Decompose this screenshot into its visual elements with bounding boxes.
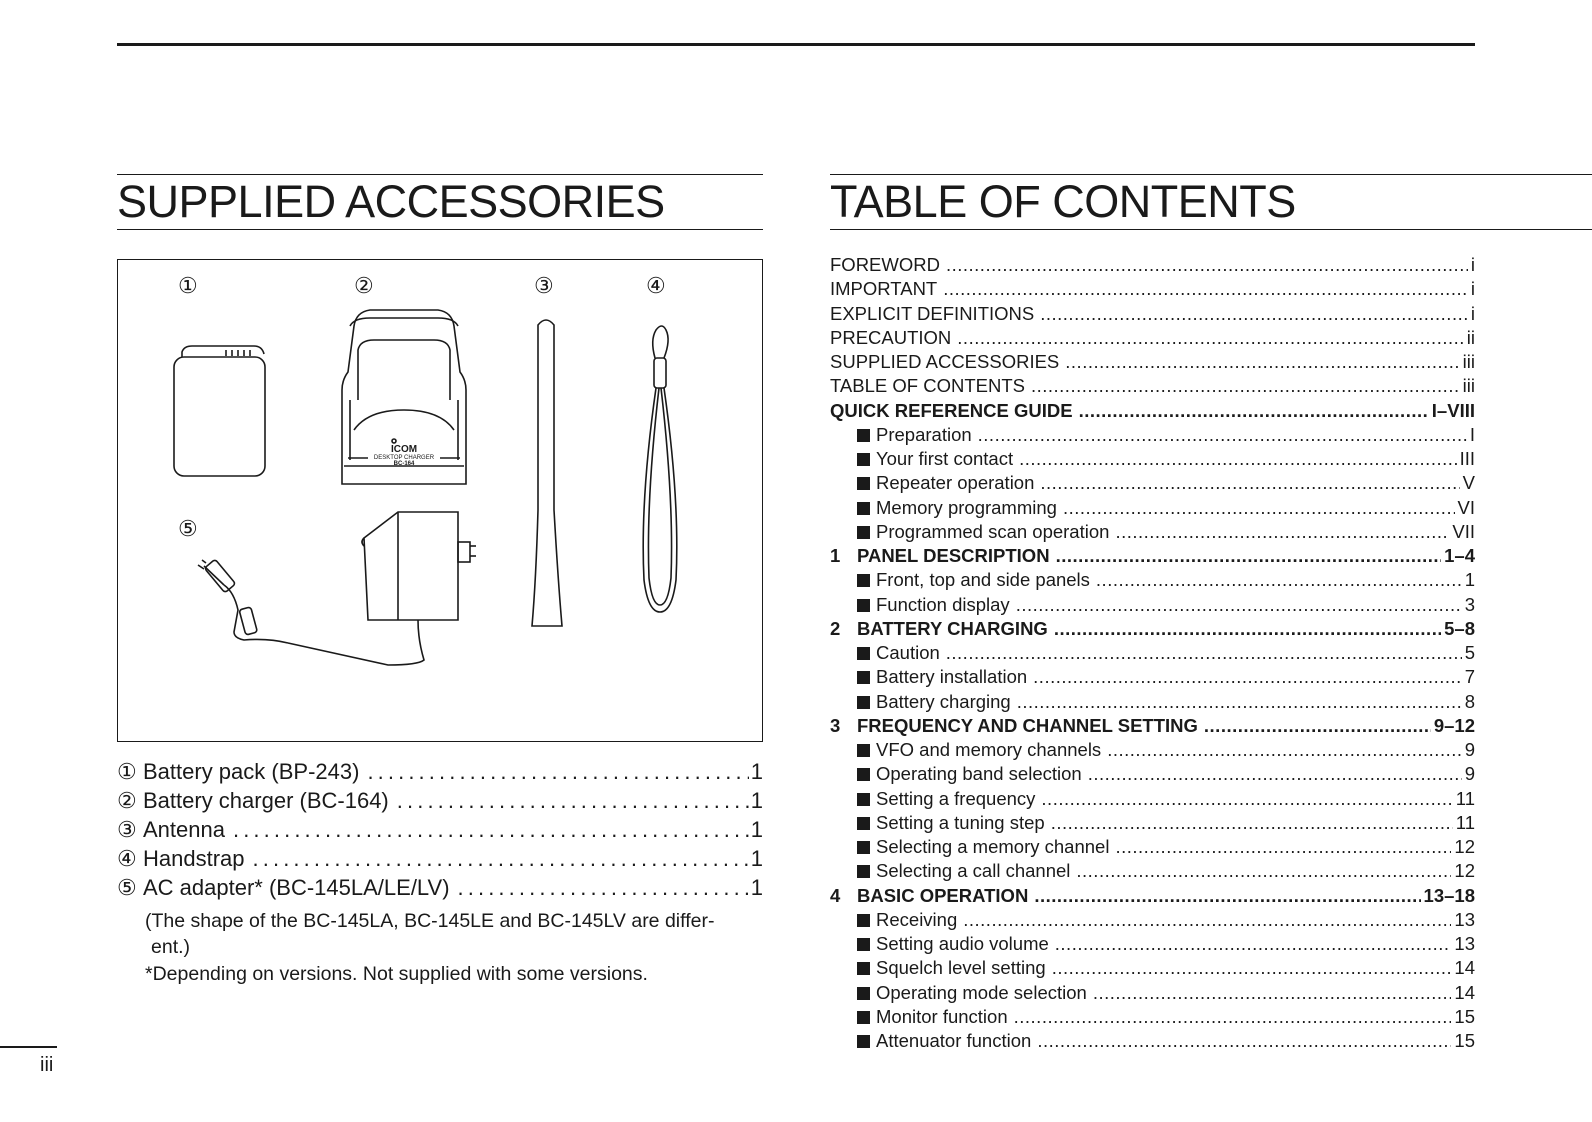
dot-leader — [1019, 448, 1456, 470]
toc-entry — [830, 400, 1475, 424]
dot-leader — [1204, 715, 1431, 737]
toc-entry-text: FREQUENCY AND CHANNEL SETTING — [857, 714, 1198, 736]
dot-leader — [943, 278, 1468, 300]
toc-page-number: 1 — [1464, 569, 1475, 591]
toc-entry-label — [857, 497, 1057, 519]
shape-note — [145, 908, 765, 960]
shape-note-line1: (The shape of the BC-145LA, BC-145LE and BC-145LV are differ- — [145, 910, 715, 932]
toc-page-number: 11 — [1455, 811, 1475, 833]
footer-rule — [0, 1046, 57, 1048]
toc-entry-text: Operating band selection — [876, 763, 1082, 785]
toc-entry-text: IMPORTANT — [830, 278, 938, 300]
marker-5: ⑤ — [178, 516, 198, 541]
dot-leader — [1093, 982, 1452, 1004]
toc-entry-text: Programmed scan operation — [876, 520, 1110, 542]
toc-page-number: 9–12 — [1433, 714, 1475, 736]
desktop-charger-drawing — [342, 310, 466, 484]
toc-entry — [830, 666, 1475, 690]
toc-page-number: 9 — [1464, 739, 1475, 760]
toc-entry — [830, 739, 1475, 763]
charger-caption: DESKTOP CHARGER — [373, 455, 435, 461]
square-bullet-icon — [857, 865, 870, 878]
accessory-item — [117, 788, 763, 817]
toc-entry-text: Battery installation — [876, 666, 1028, 688]
toc-entry-text: FOREWORD — [830, 254, 940, 275]
dot-leader — [1052, 957, 1452, 979]
page-number: iii — [40, 1054, 54, 1076]
dot-leader — [1041, 788, 1452, 810]
dot-leader — [946, 254, 1468, 276]
dot-leader — [1056, 545, 1442, 567]
toc-entry-text: PRECAUTION — [830, 326, 952, 348]
toc-entry — [830, 715, 1475, 739]
dot-leader — [1014, 1006, 1452, 1028]
item-number: ② — [117, 788, 137, 813]
item-markers — [178, 273, 666, 541]
toc-entry-text: Repeater operation — [876, 472, 1035, 494]
square-bullet-icon — [857, 599, 870, 612]
toc-entry-label — [857, 763, 1082, 785]
item-number: ③ — [117, 817, 137, 842]
charger-brand: ICOM — [390, 444, 418, 455]
toc-entry-label — [830, 303, 1034, 325]
toc-entry-label — [857, 545, 1050, 567]
dot-leader — [1115, 521, 1449, 543]
square-bullet-icon — [857, 914, 870, 927]
dot-leader — [1107, 739, 1462, 761]
toc-page-number: 5 — [1464, 642, 1475, 663]
square-bullet-icon — [857, 744, 870, 757]
toc-entry-text: Your first contact — [876, 448, 1014, 469]
toc-page-number: 9 — [1464, 763, 1475, 785]
toc-page-number: i — [1470, 302, 1475, 324]
toc-entry — [830, 448, 1475, 472]
toc-page-number: 5–8 — [1444, 617, 1475, 639]
dot-leader — [1051, 812, 1453, 834]
square-bullet-icon — [857, 1035, 870, 1048]
toc-entry-text: Memory programming — [876, 496, 1057, 518]
item-name: Handstrap — [143, 846, 245, 871]
toc-page-number: ii — [1466, 326, 1475, 348]
toc-entry — [830, 933, 1475, 957]
dot-leader — [1065, 351, 1459, 373]
item-name: AC adapter* (BC-145LA/LE/LV) — [143, 875, 450, 900]
square-bullet-icon — [857, 477, 870, 490]
dot-leader — [1037, 1030, 1451, 1052]
toc-entry — [830, 569, 1475, 593]
toc-entry — [830, 1030, 1475, 1054]
toc-entry — [830, 885, 1475, 909]
toc-entry-label — [830, 351, 1059, 373]
dot-leader — [957, 327, 1463, 349]
accessory-item — [117, 817, 763, 846]
item-quantity: 1 — [750, 875, 763, 900]
item-quantity: 1 — [750, 846, 763, 871]
square-bullet-icon — [857, 526, 870, 539]
dot-leader — [1088, 763, 1462, 785]
dot-leader — [397, 788, 749, 814]
dot-leader — [963, 909, 1451, 931]
toc-entry-text: QUICK REFERENCE GUIDE — [830, 399, 1073, 421]
toc-entry-text: Caution — [876, 642, 940, 663]
accessory-item — [117, 846, 763, 875]
battery-pack-drawing — [174, 346, 265, 476]
toc-entry-text: Function display — [876, 593, 1010, 615]
toc-entry-label — [857, 957, 1046, 979]
toc-entry-label — [830, 375, 1025, 397]
accessories-list — [117, 759, 763, 904]
ac-adapter-drawing — [198, 512, 476, 665]
toc-entry — [830, 642, 1475, 666]
toc-entry-text: Operating mode selection — [876, 981, 1087, 1003]
square-bullet-icon — [857, 429, 870, 442]
toc-entry — [830, 254, 1475, 278]
toc-entry-label — [857, 448, 1013, 470]
item-name: Battery pack (BP-243) — [143, 759, 360, 784]
table-of-contents — [830, 254, 1475, 1054]
toc-page-number: I–VIII — [1431, 399, 1475, 421]
toc-entry-text: Battery charging — [876, 690, 1011, 712]
toc-entry — [830, 375, 1475, 399]
item-quantity: 1 — [750, 817, 763, 842]
toc-entry-label — [857, 594, 1010, 616]
square-bullet-icon — [857, 987, 870, 1000]
antenna-drawing — [532, 320, 562, 626]
toc-entry-text: Monitor function — [876, 1005, 1008, 1027]
toc-entry-text: Attenuator function — [876, 1030, 1032, 1051]
square-bullet-icon — [857, 768, 870, 781]
charger-model: BC-164 — [393, 461, 415, 467]
toc-entry — [830, 545, 1475, 569]
chapter-number: 3 — [830, 714, 841, 736]
toc-entry-text: Setting audio volume — [876, 933, 1049, 954]
toc-entry — [830, 351, 1475, 375]
toc-page-number: 14 — [1454, 957, 1475, 979]
item-name: Antenna — [143, 817, 225, 842]
toc-entry — [830, 1006, 1475, 1030]
toc-entry-label — [857, 715, 1198, 737]
toc-entry — [830, 788, 1475, 812]
toc-page-number: 11 — [1455, 787, 1475, 809]
dot-leader — [1115, 836, 1451, 858]
version-note: *Depending on versions. Not supplied with some versions. — [145, 963, 648, 985]
toc-page-number: 15 — [1454, 1030, 1475, 1051]
toc-entry-text: Receiving — [876, 908, 958, 930]
toc-title: TABLE OF CONTENTS — [830, 174, 1592, 230]
toc-entry — [830, 278, 1475, 302]
toc-entry — [830, 691, 1475, 715]
toc-entry-label — [857, 424, 972, 446]
toc-page-number: 7 — [1464, 666, 1475, 688]
toc-page-number: 14 — [1454, 981, 1475, 1003]
toc-entry — [830, 763, 1475, 787]
toc-entry — [830, 982, 1475, 1006]
toc-entry — [830, 860, 1475, 884]
toc-entry-label — [857, 933, 1049, 955]
toc-entry-label — [857, 812, 1045, 834]
toc-entry-text: Setting a tuning step — [876, 811, 1045, 833]
toc-entry-label — [857, 666, 1027, 688]
toc-page-number: iii — [1462, 351, 1475, 372]
toc-page-number: V — [1462, 472, 1475, 494]
toc-entry-label — [830, 400, 1073, 422]
toc-entry-label — [830, 254, 940, 276]
toc-page-number: 3 — [1464, 593, 1475, 615]
toc-entry-text: BASIC OPERATION — [857, 884, 1029, 906]
toc-entry — [830, 812, 1475, 836]
toc-entry-label — [830, 278, 937, 300]
toc-page-number: 12 — [1454, 860, 1475, 882]
square-bullet-icon — [857, 696, 870, 709]
item-number: ⑤ — [117, 875, 137, 900]
dot-leader — [1096, 569, 1462, 591]
toc-entry-text: Squelch level setting — [876, 957, 1046, 979]
item-number: ① — [117, 759, 137, 784]
accessory-item — [117, 759, 763, 788]
toc-entry-text: VFO and memory channels — [876, 739, 1102, 760]
toc-entry-label — [857, 836, 1109, 858]
square-bullet-icon — [857, 671, 870, 684]
marker-4: ④ — [646, 273, 666, 298]
toc-page-number: 13–18 — [1423, 884, 1475, 906]
dot-leader — [946, 642, 1462, 664]
toc-entry-label — [857, 472, 1034, 494]
square-bullet-icon — [857, 574, 870, 587]
dot-leader — [1017, 691, 1462, 713]
item-number: ④ — [117, 846, 137, 871]
toc-entry — [830, 618, 1475, 642]
toc-entry-text: Selecting a call channel — [876, 860, 1071, 882]
accessories-illustration — [117, 259, 763, 742]
toc-entry-label — [857, 885, 1028, 907]
toc-entry-label — [857, 618, 1048, 640]
toc-page-number: VI — [1457, 496, 1475, 518]
square-bullet-icon — [857, 793, 870, 806]
item-quantity: 1 — [750, 788, 763, 813]
dot-leader — [1079, 400, 1429, 422]
toc-page-number: iii — [1462, 375, 1475, 397]
toc-entry-label — [857, 982, 1087, 1004]
toc-page-number: VII — [1452, 520, 1475, 542]
toc-entry-label — [857, 569, 1090, 591]
toc-entry — [830, 472, 1475, 496]
toc-page-number: III — [1459, 448, 1475, 469]
toc-entry-label — [857, 521, 1109, 543]
handstrap-drawing — [643, 326, 677, 612]
toc-entry-text: PANEL DESCRIPTION — [857, 545, 1050, 566]
shape-note-line2: ent.) — [151, 936, 191, 958]
toc-entry — [830, 957, 1475, 981]
toc-page-number: 12 — [1454, 836, 1475, 857]
toc-entry — [830, 594, 1475, 618]
chapter-number: 2 — [830, 617, 841, 639]
toc-entry — [830, 497, 1475, 521]
toc-entry-text: Selecting a memory channel — [876, 836, 1110, 857]
dot-leader — [1034, 885, 1420, 907]
square-bullet-icon — [857, 938, 870, 951]
chapter-number: 1 — [830, 545, 841, 566]
dot-leader — [367, 759, 748, 785]
toc-entry-label — [857, 1030, 1031, 1052]
toc-entry — [830, 303, 1475, 327]
toc-entry-text: SUPPLIED ACCESSORIES — [830, 351, 1060, 372]
toc-entry-text: Front, top and side panels — [876, 569, 1090, 591]
toc-entry-label — [857, 691, 1011, 713]
square-bullet-icon — [857, 1011, 870, 1024]
marker-2: ② — [354, 273, 374, 298]
square-bullet-icon — [857, 453, 870, 466]
dot-leader — [1040, 303, 1468, 325]
square-bullet-icon — [857, 817, 870, 830]
square-bullet-icon — [857, 647, 870, 660]
toc-entry-text: Preparation — [876, 423, 972, 445]
marker-3: ③ — [534, 273, 554, 298]
toc-entry-label — [830, 327, 951, 349]
dot-leader — [1054, 618, 1441, 640]
item-quantity: 1 — [750, 759, 763, 784]
chapter-number: 4 — [830, 884, 841, 906]
toc-entry-text: TABLE OF CONTENTS — [830, 375, 1025, 397]
toc-page-number: 8 — [1464, 690, 1475, 712]
toc-page-number: i — [1470, 254, 1475, 275]
dot-leader — [1033, 666, 1462, 688]
square-bullet-icon — [857, 841, 870, 854]
dot-leader — [1040, 472, 1459, 494]
toc-entry — [830, 909, 1475, 933]
dot-leader — [978, 424, 1467, 446]
toc-entry — [830, 327, 1475, 351]
dot-leader — [233, 817, 749, 843]
toc-entry — [830, 521, 1475, 545]
toc-page-number: i — [1470, 278, 1475, 300]
toc-entry-label — [857, 909, 957, 931]
dot-leader — [1055, 933, 1452, 955]
toc-entry-label — [857, 739, 1101, 761]
toc-entry-text: BATTERY CHARGING — [857, 617, 1048, 639]
toc-page-number: 13 — [1454, 933, 1475, 954]
toc-page-number: 13 — [1454, 908, 1475, 930]
dot-leader — [1031, 375, 1460, 397]
toc-entry-label — [857, 788, 1035, 810]
toc-entry-label — [857, 860, 1070, 882]
toc-page-number: 1–4 — [1444, 545, 1475, 566]
dot-leader — [458, 875, 749, 901]
item-name: Battery charger (BC-164) — [143, 788, 389, 813]
accessory-item — [117, 875, 763, 904]
marker-1: ① — [178, 273, 198, 298]
toc-entry — [830, 424, 1475, 448]
toc-entry-label — [857, 642, 940, 664]
toc-page-number: 15 — [1454, 1005, 1475, 1027]
dot-leader — [1076, 860, 1451, 882]
accessories-title: SUPPLIED ACCESSORIES — [117, 174, 763, 230]
dot-leader — [1063, 497, 1455, 519]
dot-leader — [1016, 594, 1462, 616]
toc-entry-label — [857, 1006, 1008, 1028]
toc-entry-text: EXPLICIT DEFINITIONS — [830, 302, 1035, 324]
square-bullet-icon — [857, 502, 870, 515]
dot-leader — [253, 846, 749, 872]
toc-page-number: I — [1469, 423, 1475, 445]
square-bullet-icon — [857, 962, 870, 975]
toc-entry-text: Setting a frequency — [876, 787, 1036, 809]
top-rule — [117, 43, 1475, 46]
toc-entry — [830, 836, 1475, 860]
